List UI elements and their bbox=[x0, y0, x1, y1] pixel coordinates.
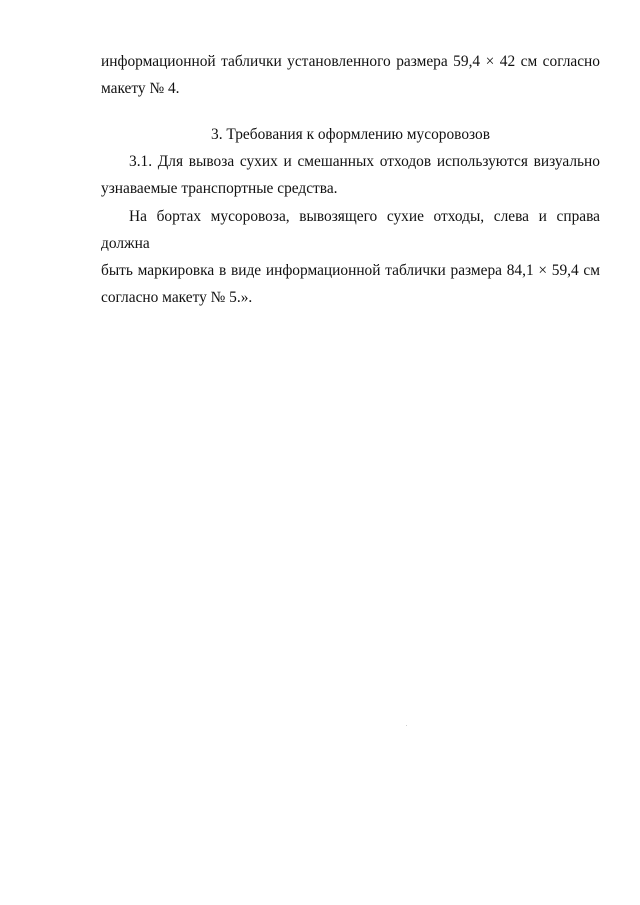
paragraph-3-1 bbox=[101, 148, 600, 202]
paragraph-table-size bbox=[101, 48, 600, 102]
paragraph-line: узнаваемые транспортные средства. bbox=[101, 180, 338, 197]
scan-speck bbox=[406, 725, 407, 726]
section-heading: 3. Требования к оформлению мусоровозов bbox=[211, 126, 490, 143]
paragraph-line: информационной таблички установленного размера 59,4 × 42 см согласно bbox=[101, 53, 600, 70]
paragraph-line: согласно макету № 5.». bbox=[101, 289, 253, 306]
paragraph-truck-boards bbox=[101, 203, 600, 311]
paragraph-line: макету № 4. bbox=[101, 80, 180, 97]
paragraph-line: 3.1. Для вывоза сухих и смешанных отходов используются визуально bbox=[129, 153, 600, 170]
paragraph-line: быть маркировка в виде информационной таблички размера 84,1 × 59,4 см bbox=[101, 262, 600, 279]
paragraph-line: На бортах мусоровоза, вывозящего сухие отходы, слева и справа должна bbox=[101, 208, 600, 252]
